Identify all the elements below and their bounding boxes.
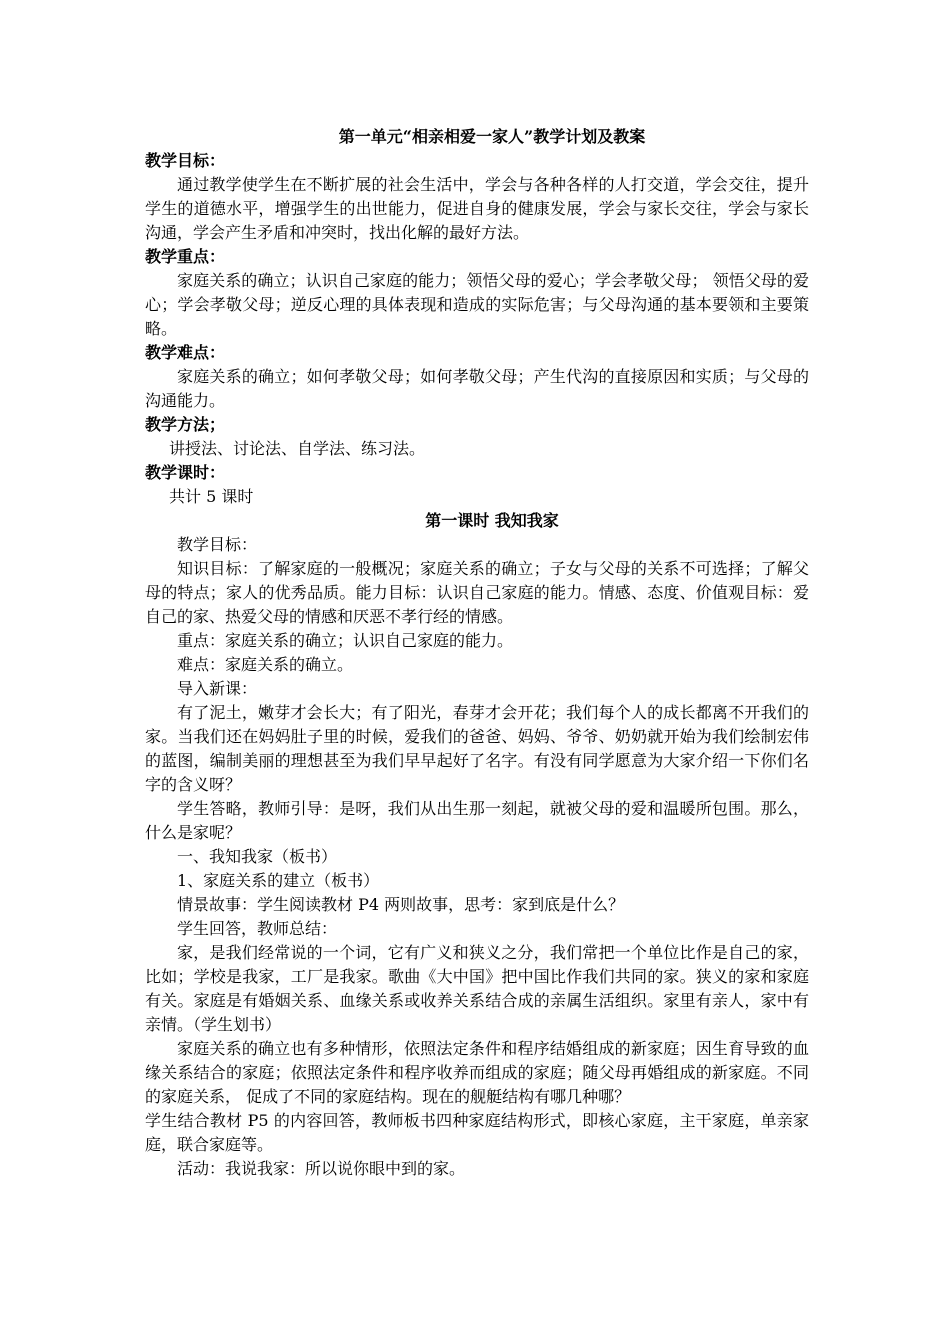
lesson-line: 学生回答，教师总结： bbox=[177, 919, 338, 938]
lesson-line: 有了泥土，嫩芽才会长大；有了阳光，春芽才会开花；我们每个人的成长都离不开我们的家。当我们还在妈妈肚子里的时候，爱我们的爸爸、妈妈、爷爷、奶奶就开始为我们绘制宏伟的蓝图，编制美丽的理想甚至为我们早早起好了名字。有没有同学愿意为大家介绍一下你们名字的含义呀？ bbox=[145, 703, 809, 794]
lesson-line: 情景故事：学生阅读教材 P4 两则故事，思考：家到底是什么？ bbox=[177, 895, 625, 914]
lesson-line: 1、家庭关系的建立（板书） bbox=[177, 871, 380, 890]
paragraph-methods: 讲授法、讨论法、自学法、练习法。 bbox=[169, 439, 426, 458]
heading-hours: 教学课时： bbox=[145, 463, 226, 482]
lesson-line: 教学目标： bbox=[177, 535, 258, 554]
lesson-line: 知识目标：了解家庭的一般概况；家庭关系的确立；子女与父母的关系不可选择；了解父母的特点；家人的优秀品质。能力目标：认识自己家庭的能力。情感、态度、价值观目标：爱自己的家、热爱父母的情感和厌恶不孝行经的情感。 bbox=[145, 559, 809, 626]
lesson-line: 难点：家庭关系的确立。 bbox=[177, 655, 354, 674]
paragraph-hours: 共计 5 课时 bbox=[169, 487, 254, 506]
heading-key-points: 教学重点： bbox=[145, 247, 226, 266]
document-title: 第一单元“相亲相爱一家人”教学计划及教案 bbox=[338, 127, 646, 146]
heading-difficulties: 教学难点： bbox=[145, 343, 226, 362]
lesson-line: 学生答略，教师引导：是呀，我们从出生那一刻起，就被父母的爱和温暖所包围。那么，什么是家呢？ bbox=[145, 799, 809, 842]
heading-methods: 教学方法； bbox=[145, 415, 226, 434]
lesson-title: 第一课时 我知我家 bbox=[425, 511, 559, 530]
heading-objectives: 教学目标： bbox=[145, 151, 226, 170]
paragraph-key-points: 家庭关系的确立；认识自己家庭的能力；领悟父母的爱心；学会孝敬父母； 领悟父母的爱心；学会孝敬父母；逆反心理的具体表现和造成的实际危害；与父母沟通的基本要领和主要策略。 bbox=[145, 271, 809, 338]
lesson-line: 活动：我说我家：所以说你眼中到的家。 bbox=[177, 1159, 466, 1178]
document-body bbox=[145, 125, 809, 1181]
lesson-line: 重点：家庭关系的确立；认识自己家庭的能力。 bbox=[177, 631, 514, 650]
lesson-line: 一、我知我家（板书） bbox=[177, 847, 338, 866]
lesson-line: 学生结合教材 P5 的内容回答，教师板书四种家庭结构形式，即核心家庭，主干家庭，单亲家庭，联合家庭等。 bbox=[145, 1111, 809, 1154]
lesson-line: 导入新课： bbox=[177, 679, 258, 698]
paragraph-objectives: 通过教学使学生在不断扩展的社会生活中，学会与各种各样的人打交道，学会交往，提升学生的道德水平，增强学生的出世能力，促进自身的健康发展，学会与家长交往，学会与家长沟通，学会产生矛盾和冲突时，找出化解的最好方法。 bbox=[145, 175, 809, 242]
lesson-line: 家，是我们经常说的一个词，它有广义和狭义之分，我们常把一个单位比作是自己的家，比如；学校是我家，工厂是我家。歌曲《大中国》把中国比作我们共同的家。狭义的家和家庭有关。家庭是有婚姻关系、血缘关系或收养关系结合成的亲属生活组织。家里有亲人，家中有亲情。（学生划书） bbox=[145, 943, 809, 1034]
paragraph-difficulties: 家庭关系的确立；如何孝敬父母；如何孝敬父母；产生代沟的直接原因和实质；与父母的沟通能力。 bbox=[145, 367, 809, 410]
lesson-line: 家庭关系的确立也有多种情形，依照法定条件和程序结婚组成的新家庭；因生育导致的血缘关系结合的家庭；依照法定条件和程序收养而组成的家庭；随父母再婚组成的新家庭。不同的家庭关系， 促成了不同的家庭结构。现在的舰艇结构有哪几种哪？ bbox=[145, 1039, 809, 1106]
